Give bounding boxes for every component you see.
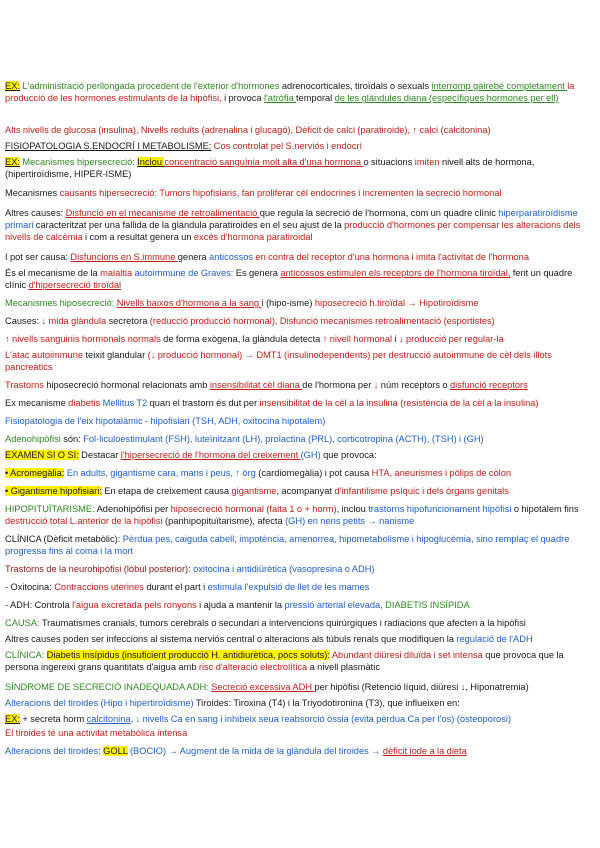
text-segment: en contra del receptor d'una hormona i imita l'activitat de l'hormona <box>255 252 530 262</box>
text-segment: ↓ producció per regular-la <box>398 334 504 344</box>
text-segment: anticossos estimulen els receptors de l'hormona tiroïdal, <box>280 268 511 278</box>
text-segment: En etapa de creixement causa <box>101 486 232 496</box>
text-segment: oxitocina i antidiürètica (vasopresina o ADH) <box>193 564 375 574</box>
note-line <box>5 315 589 327</box>
text-segment: L'administració perllongada procedent de l'exterior d'hormones <box>20 81 282 91</box>
text-segment: anticossos <box>209 252 256 262</box>
note-line <box>5 745 589 757</box>
text-segment: Ex mecanisme <box>5 398 69 408</box>
text-segment: - Oxitocina: <box>5 582 55 592</box>
text-segment: Adenohipòfisi per <box>96 504 171 514</box>
text-segment: Fol·liculoestimulant (FSH), luteïnitzant (LH), prolactina (PRL), corticotropina (ACTH), (TSH) i (GH) <box>83 434 484 444</box>
text-segment: (↓ producció hormonal) → DMT1 <box>147 350 285 360</box>
note-line <box>5 379 589 391</box>
note-line <box>5 207 589 244</box>
highlighted-text: EX: <box>5 157 20 167</box>
text-segment: nivell alts de hormona, (hipertiroïdisme, HIPER-ISME) <box>5 157 535 180</box>
note-line <box>5 485 589 497</box>
text-segment: disfunció receptors <box>449 380 528 390</box>
highlighted-text: Inclou <box>137 157 165 167</box>
text-segment: (reducció producció hormonal), Disfunció mecanismes retroalimentació (esportistes) <box>149 316 495 326</box>
text-segment: per hipòfisi (Retenció líquid, diüresi ↓, Hiponatremia) <box>314 682 529 692</box>
text-segment: Mellitus T2 <box>102 398 150 408</box>
highlighted-text: EX: <box>5 714 20 724</box>
note-line <box>5 533 589 557</box>
text-segment: Alteracions del tiroides: <box>5 746 104 756</box>
text-segment: dèficit iode a la dieta <box>382 746 467 756</box>
text-segment: i (hipo-isme) <box>261 298 315 308</box>
text-segment: Adenohipòfisi <box>5 434 64 444</box>
text-segment: gigantisme <box>231 486 277 496</box>
text-segment: Nivells baixos d'hormona a la sang <box>116 298 262 308</box>
highlighted-text: • Acromegàlia: <box>5 468 65 478</box>
text-segment: temporal <box>296 93 335 104</box>
text-segment: Tiroides: Tiroxina (T4) i la Triyodotironina (T3), que influeixen en: <box>195 698 460 708</box>
note-line <box>5 156 589 180</box>
note-line <box>5 397 589 409</box>
text-segment: i com a resultat genera un <box>85 232 194 243</box>
text-segment: genera <box>177 252 210 262</box>
text-segment: concentració sanguínia molt alta d'una hormona <box>164 157 364 167</box>
text-segment: l'atròfia <box>263 93 297 104</box>
text-segment: trastorns hipofuncionament hipòfisi <box>368 504 514 514</box>
text-segment: de l'hormona per <box>302 380 374 390</box>
text-segment: núm receptors o <box>380 380 450 390</box>
text-segment: l'hipersecreció de l'hormona del creixement <box>120 450 301 460</box>
note-line <box>5 697 589 709</box>
highlighted-text: EX: <box>5 81 20 91</box>
text-segment: són: <box>63 434 84 444</box>
note-line <box>5 649 589 673</box>
text-segment: Es genera <box>235 268 281 278</box>
text-segment: Disfuncions en S.immune <box>70 252 178 262</box>
text-segment: que provoca: <box>323 450 377 460</box>
text-segment: secretora <box>108 316 150 326</box>
text-segment: Alteracions del tiroides (Hipo i hipertiroïdisme) <box>5 698 196 708</box>
text-segment: insensibilitat cèl diana <box>209 380 303 390</box>
text-segment: , ↓ nivells Ca en sang i inhibeix seua reabsorció òssia (evita pèrdua Ca per l'os) (osteoporosi) <box>130 714 512 724</box>
text-segment: (GH) <box>300 450 324 460</box>
text-segment: risc d'alteració electrolítica <box>198 662 310 673</box>
note-line <box>5 467 589 479</box>
text-segment: teixit glandular <box>85 350 148 360</box>
highlighted-text: Diabetis insípidus (insuficient producció H. antidiurètica, pocs soluts): <box>46 650 330 660</box>
text-segment: , acompanyat <box>276 486 335 496</box>
text-segment: , inclou <box>336 504 369 514</box>
text-segment: pressió arterial elevada, <box>284 600 386 610</box>
note-line <box>5 681 589 693</box>
note-line <box>5 433 589 445</box>
text-segment: CLÍNICA: <box>5 650 47 660</box>
text-segment: malaltia <box>100 268 135 278</box>
text-segment: la producció de les hormones estimulants de la hipòfisi, <box>5 81 575 104</box>
note-line <box>5 713 589 725</box>
text-segment: HIPOPITUÏTARISME: <box>5 504 97 514</box>
note-line <box>5 449 589 461</box>
text-segment: de les glàndules diana (específiques hormones per ell) <box>334 93 559 104</box>
text-segment: causants hipersecreció: Tumors hipofisiaris, fan proliferar cèl endocrines i incrementen la secreció hormonal <box>59 188 502 198</box>
text-segment: destrucció total L.anterior de la hipòfisi <box>5 516 166 527</box>
note-line <box>5 617 589 629</box>
text-segment: Mecanismes hipersecreció: <box>20 157 138 167</box>
text-segment: estimula l'expulsió de llet de les mames <box>207 582 370 592</box>
text-segment: (panhipopituïtarisme), afecta <box>165 516 286 527</box>
text-segment: Trastorns de la neurohipòfisi (lòbul posterior): <box>5 564 194 574</box>
text-segment: Fisiopatologia de l'eix hipotalàmic - hipofisiari (TSH, ADH, oxitocina hipotalem) <box>5 416 326 426</box>
text-segment: per destrucció autoimmune de cèl dels illots pancreàtics <box>5 350 552 373</box>
text-segment: o hipotàlem fins <box>513 504 579 514</box>
text-segment: adrenocorticales, tiroïdals o sexuals <box>281 81 432 91</box>
text-segment: calcitonina <box>86 714 131 724</box>
note-line <box>5 503 589 527</box>
text-segment: Altres causes poden ser infeccions al sistema nerviós central o alteracions als túbuls renals que modifiquen la <box>5 634 457 644</box>
text-segment: regulació de l'ADH <box>456 634 533 644</box>
note-line <box>5 581 589 593</box>
text-segment: d'hipersecreció tiroïdal <box>28 280 122 291</box>
text-segment: DIABETIS INSÍPIDA <box>385 600 470 610</box>
highlighted-text: • Gigantisme hipofisiari: <box>5 486 102 496</box>
note-line <box>5 140 589 152</box>
text-segment: (BOCIO) → Augment de la mida de la glàndula del tiroides → <box>127 746 383 756</box>
text-segment: ↑ nivell hormonal <box>322 334 395 344</box>
text-segment: El tiroides té una activitat metabòlica intensa <box>5 728 188 738</box>
text-segment: ↓ <box>373 380 381 390</box>
text-segment: que regula la secreció de l'hormona, com un quadre clínic <box>259 208 499 218</box>
note-line <box>5 727 589 739</box>
text-segment: Altres causes: <box>5 208 66 218</box>
highlighted-text: EXAMEN SI O SI: <box>5 450 79 460</box>
text-segment: que provoca que la persona ingereixi grans quantitats d'aigua amb <box>5 650 564 673</box>
text-segment: imiten <box>414 157 442 167</box>
note-line <box>5 124 589 136</box>
text-segment: autoimmune de Graves: <box>134 268 236 278</box>
note-line <box>5 415 589 427</box>
text-segment: excés d'hormona paratiroidal <box>193 232 313 243</box>
text-segment: Pèrdua pes, caiguda cabell, impotència, amenorrea, hipometabolisme i hipoglucèmia, sino remplaç el quadre progressa fins al coma i la mort <box>5 534 570 557</box>
text-segment: i provoca <box>224 93 264 104</box>
text-segment: producció d'hormones per compensar les alteracions dels nivells de calcèmia <box>5 220 581 243</box>
text-segment: Alts nivells de glucosa (insulina), Nivells reduïts (adrenalina i glucagó), Dèficit de calci (paratiroide), ↑ calci (calcitonina) <box>5 125 491 135</box>
text-segment: fent un quadre clínic <box>5 268 573 291</box>
text-segment: caracteritzat per una fallida de la glàndula paratiroides en el seu ajust de la <box>35 220 345 231</box>
text-segment: + secreta horm <box>20 714 87 724</box>
text-segment: Causes: <box>5 316 42 326</box>
text-segment: i <box>394 334 399 344</box>
text-segment: i ajuda a mantenir la <box>199 600 285 610</box>
text-segment: diabetis <box>68 398 103 408</box>
text-segment: CLÍNICA (Dèficit metabòlic): <box>5 534 123 544</box>
text-segment: Traumatismes cranials, tumors cerebrals o secundari a intervencions quirúrgiques i radiacions que afecten a la hipòfisi <box>41 618 526 628</box>
text-segment: ↑ nivells sanguinis hormonals normals <box>5 334 164 344</box>
highlighted-text: GOLL <box>103 746 128 756</box>
text-segment: - ADH: <box>5 600 35 610</box>
text-segment: És el mecanisme de la <box>5 268 101 278</box>
text-segment: (insulinodependents) <box>284 350 373 360</box>
note-line <box>5 349 589 373</box>
text-segment: (GH) en nens petits → nanisme <box>285 516 415 527</box>
note-line <box>5 599 589 611</box>
text-segment: HTA, aneurismes i pòlips de còlon <box>371 468 512 478</box>
text-segment: Contraccions uterines <box>54 582 147 592</box>
text-segment: Controla <box>34 600 73 610</box>
text-segment: hiposecreció hormonal relacionats amb <box>46 380 210 390</box>
text-segment: a nivell plasmàtic <box>309 662 380 673</box>
note-line <box>5 187 589 199</box>
text-segment: En adults, gigantisme cara, mans i peus, ↑ òrg <box>64 468 259 478</box>
note-line <box>5 80 589 104</box>
text-segment: Abundant diüresi diluïda i set intensa <box>329 650 486 660</box>
text-segment: Secreció excessiva ADH <box>211 682 315 692</box>
text-segment: L'atac autoimmune <box>5 350 86 360</box>
text-segment: (cardiomegàlia) i pot causa <box>258 468 372 478</box>
text-segment: Disfunció en el mecanisme de retroalimentació <box>65 208 260 218</box>
text-segment: durant el part i <box>146 582 208 592</box>
text-segment: CAUSA: <box>5 618 42 628</box>
text-segment: Mecanismes hiposecreció: <box>5 298 117 308</box>
text-segment: Cos controlat pel S.nerviós i endocrí <box>211 141 363 151</box>
note-line <box>5 267 589 291</box>
text-segment: ↓ mida glàndula <box>41 316 109 326</box>
text-segment: o situacions <box>363 157 415 167</box>
text-segment: d'infantilisme psíquic i dels òrgans genitals <box>334 486 509 496</box>
text-segment: Destacar <box>78 450 121 460</box>
note-line <box>5 251 589 263</box>
text-segment: interromp gairebé completament <box>431 81 568 91</box>
text-segment: quan el trastorn és dut per <box>149 398 260 408</box>
text-segment: I pot ser causa: <box>5 252 71 262</box>
text-segment: Mecanismes <box>5 188 60 198</box>
note-line <box>5 333 589 345</box>
note-line <box>5 563 589 575</box>
text-segment: hiperparatiroïdisme primari <box>5 208 578 231</box>
text-segment: SÍNDROME DE SECRECIÓ INADEQUADA ADH: <box>5 682 212 692</box>
text-segment: insensibilitat de la cèl a la insulina (resistència de la cèl a la insulina) <box>259 398 539 408</box>
text-segment: hiposecreció h.tiroïdal → Hipotiroïdisme <box>314 298 479 308</box>
text-segment: hiposecreció hormonal (falta 1 o + horm) <box>170 504 337 514</box>
note-line <box>5 297 589 309</box>
text-segment: FISIOPATOLOGIA S.ENDOCRÍ I METABOLISME: <box>5 141 212 151</box>
text-segment: l'aigua excretada pels ronyons <box>72 600 200 610</box>
text-segment: Trastorns <box>5 380 47 390</box>
note-line <box>5 633 589 645</box>
text-segment: de forma exògena, la glàndula detecta <box>163 334 323 344</box>
